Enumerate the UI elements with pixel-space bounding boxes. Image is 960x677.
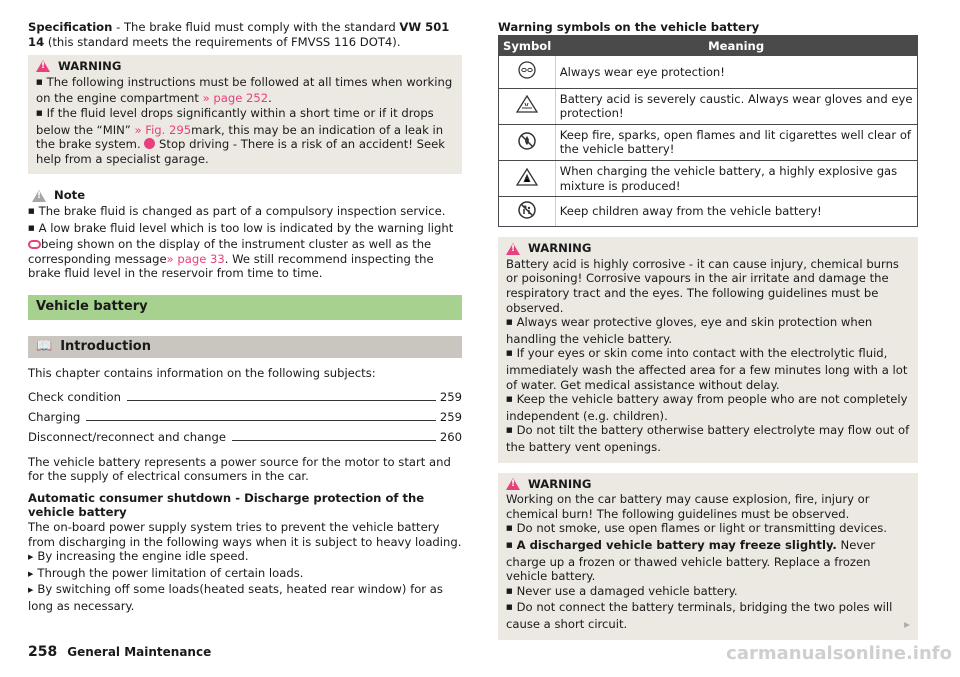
table-row (499, 161, 918, 197)
warning-item: ■ Never use a damaged vehicle battery. (506, 584, 910, 601)
warning-text: Never charge up a frozen or thawed vehicle battery. Replace a frozen vehicle battery. (506, 537, 876, 584)
warning-text: Do not connect the battery terminals, bridging the two poles will cause a short circuit. (506, 600, 893, 631)
keep-children-away-icon (518, 201, 536, 219)
warning-header (506, 241, 910, 256)
toc-page: 260 (439, 430, 462, 445)
spec-label: Specification (28, 20, 113, 34)
book-icon: 📖 (36, 338, 53, 354)
shutdown-text: The on-board power supply system tries to prevent the vehicle battery from discharging in the following ways when it is subject to heavy loading. (28, 520, 462, 549)
meaning-cell: When charging the vehicle battery, a highly explosive gas mixture is produced! (555, 161, 917, 197)
toc-label: Check condition (28, 390, 121, 405)
table-row (499, 124, 918, 160)
toc-row[interactable] (28, 405, 462, 425)
right-column (498, 0, 918, 640)
note-text: . We still recommend inspecting the brake fluid level in the reservoir from time to time. (28, 251, 434, 281)
spec-paragraph (28, 20, 462, 49)
meaning-cell: Keep fire, sparks, open flames and lit cigarettes well clear of the vehicle battery! (555, 124, 917, 160)
toc-label: Charging (28, 410, 81, 425)
watermark: carmanualsonline.info (726, 643, 952, 664)
col-symbol: Symbol (499, 35, 556, 56)
shutdown-item: ▶ By switching off some loads(heated seats, heated rear window) for as long as necessary. (28, 582, 462, 613)
warning-text: If the fluid level drops significantly within a short time or if it drops below the “MIN” (36, 105, 434, 137)
intro-lead: This chapter contains information on the following subjects: (28, 366, 376, 381)
toc-label: Disconnect/reconnect and change (28, 430, 227, 445)
section-heading: Vehicle battery (28, 295, 462, 320)
meaning-cell: Battery acid is severely caustic. Always wear gloves and eye protection! (555, 88, 917, 124)
caustic-hazard-icon (516, 95, 538, 113)
intro-title: Introduction (60, 338, 151, 354)
note-text: being shown on the display of the instrument cluster as well as the corresponding message (28, 237, 432, 266)
warning-item (36, 106, 454, 166)
symbol-cell (499, 161, 556, 197)
warning-intro: Battery acid is highly corrosive - it can cause injury, chemical burns or poisoning! Corrosive vapours in the air irritate and damage the respiratory tract and the eyes. The following guidelines must be observed. (506, 256, 899, 315)
brake-warning-light-icon (144, 138, 155, 149)
explosive-hazard-icon (516, 168, 538, 186)
spec-text-end: (this standard meets the requirements of FMVSS 116 DOT4). (44, 34, 401, 49)
symbols-title: Warning symbols on the vehicle battery (498, 20, 760, 34)
intro-heading (28, 336, 462, 359)
note-title: Note (54, 188, 86, 203)
no-fire-icon (518, 132, 536, 150)
continue-arrow-icon: ▸ (904, 616, 910, 631)
note-box (28, 188, 462, 281)
warning-title: WARNING (528, 476, 592, 491)
warning-box-brake (28, 55, 462, 174)
warning-triangle-icon: ! (36, 60, 50, 72)
toc-row[interactable] (28, 385, 462, 405)
figure-link[interactable]: » Fig. 295 (134, 122, 192, 137)
warning-header (506, 477, 910, 492)
page-link[interactable]: » page 252 (202, 91, 269, 106)
eye-protection-icon (518, 61, 536, 79)
brake-warning-light-icon (28, 240, 41, 249)
symbol-cell (499, 56, 556, 88)
note-header (28, 188, 462, 203)
warning-triangle-icon: ! (506, 478, 520, 490)
spec-text: - The brake fluid must comply with the standard (112, 20, 400, 34)
page-number: 258 (28, 644, 58, 660)
col-meaning: Meaning (555, 35, 917, 56)
warning-item: ■ If your eyes or skin come into contact with the electrolytic fluid, immediately wash the affected area for a few minutes long with a lot of water. Get medical assistance without delay. (506, 346, 910, 392)
warning-triangle-icon: ! (506, 243, 520, 255)
page-link[interactable]: » page 33 (166, 251, 225, 266)
warning-item (506, 538, 910, 584)
table-row (499, 197, 918, 227)
warning-title: WARNING (58, 59, 122, 74)
symbols-table (498, 35, 918, 228)
meaning-cell: Always wear eye protection! (555, 56, 917, 88)
warning-bold-text: A discharged vehicle battery may freeze slightly. (516, 537, 837, 552)
note-item: ■ The brake fluid is changed as part of a compulsory inspection service. (28, 204, 462, 221)
note-triangle-icon: ! (32, 190, 46, 202)
meaning-cell: Keep children away from the vehicle battery! (555, 197, 917, 227)
note-item (28, 221, 462, 281)
symbol-cell (499, 88, 556, 124)
left-column (28, 0, 462, 614)
warning-item: ■ Do not tilt the battery otherwise battery electrolyte may flow out of the battery vent openings. (506, 423, 910, 454)
warning-item (506, 600, 910, 631)
warning-item: ■ Do not smoke, use open flames or light or transmitting devices. (506, 521, 910, 538)
intro-paragraph: The vehicle battery represents a power source for the motor to start and for the supply of electrical consumers in the car. (28, 454, 451, 484)
warning-item: ■ Keep the vehicle battery away from people who are not completely independent (e.g. children). (506, 392, 910, 423)
warning-box-acid (498, 237, 918, 462)
symbol-cell (499, 124, 556, 160)
warning-item (36, 75, 454, 106)
shutdown-item: ▶ Through the power limitation of certain loads. (28, 566, 462, 583)
shutdown-heading: Automatic consumer shutdown - Discharge protection of the vehicle battery (28, 490, 425, 520)
page-footer (28, 645, 211, 660)
table-row (499, 56, 918, 88)
warning-intro: Working on the car battery may cause explosion, fire, injury or chemical burn! The following guidelines must be observed. (506, 492, 870, 521)
warning-item: ■ Always wear protective gloves, eye and skin protection when handling the vehicle battery. (506, 315, 910, 346)
note-text: A low brake fluid level which is too low is indicated by the warning light (38, 220, 454, 235)
warning-text: . (268, 91, 272, 106)
spec-standard: VW 501 14 (28, 20, 450, 49)
warning-header (36, 59, 454, 74)
symbol-cell (499, 197, 556, 227)
footer-section: General Maintenance (67, 645, 212, 659)
warning-text: mark, this may be an indication of a leak in the brake system. (36, 122, 444, 152)
warning-text: Stop driving - There is a risk of an accident! Seek help from a specialist garage. (36, 137, 445, 166)
toc-page: 259 (439, 390, 462, 405)
warning-box-explosion (498, 473, 918, 640)
table-row (499, 88, 918, 124)
toc-list (28, 385, 462, 445)
table-header-row (499, 35, 918, 56)
toc-row[interactable] (28, 425, 462, 445)
toc-page: 259 (439, 410, 462, 425)
shutdown-item: ▶ By increasing the engine idle speed. (28, 549, 462, 566)
warning-text: The following instructions must be followed at all times when working on the engine compartment (36, 74, 453, 106)
warning-title: WARNING (528, 241, 592, 256)
